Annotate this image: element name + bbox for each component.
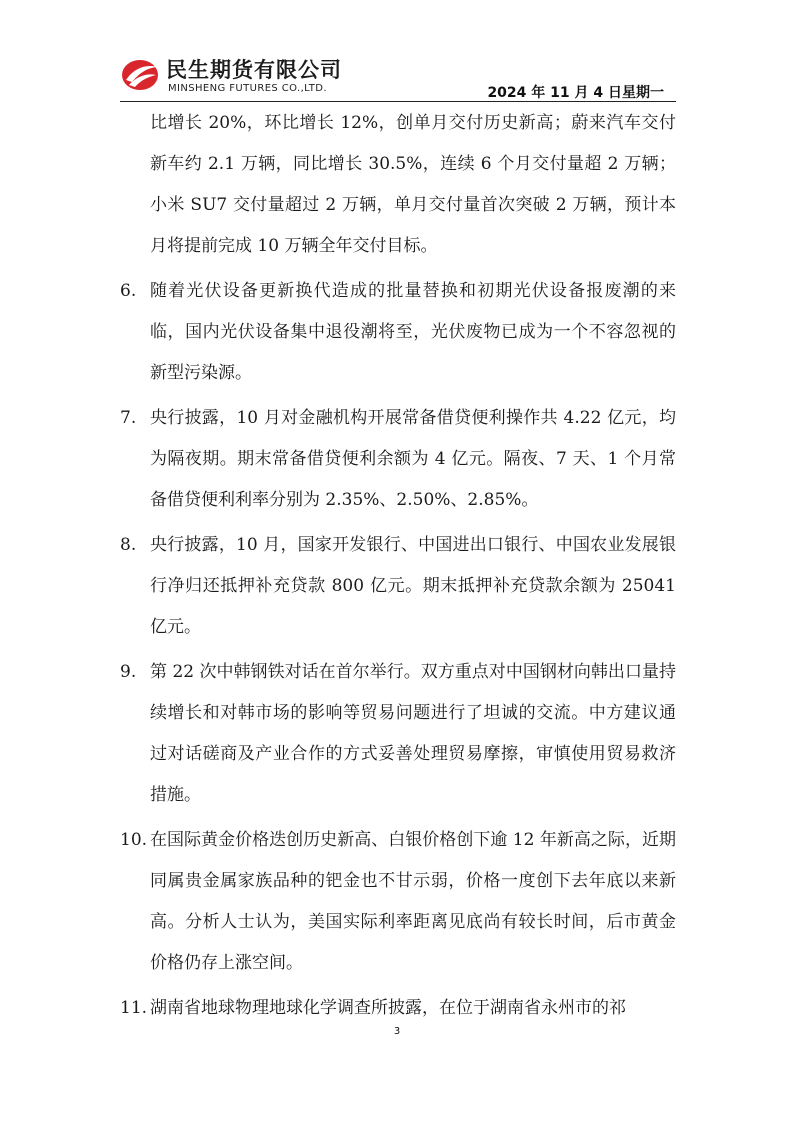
document-body [120,103,676,1033]
list-item-11 [120,988,676,1029]
list-item-text: 央行披露，10 月对金融机构开展常备借贷便利操作共 4.22 亿元，均为隔夜期。期末常备借贷便利余额为 4 亿元。隔夜、7 天、1 个月常备借贷便利利率分别为 2.35%、2.50%、2.85%。 [150,408,676,510]
list-item-text: 央行披露，10 月，国家开发银行、中国进出口银行、中国农业发展银行净归还抵押补充贷款 800 亿元。期末抵押补充贷款余额为 25041 亿元。 [150,535,676,637]
list-number: 6. [120,281,137,301]
list-item-9 [120,652,676,816]
minsheng-logo-icon [120,58,160,92]
company-logo [120,52,360,100]
header-divider [120,101,676,102]
logo-english-name: MINSHENG FUTURES CO.,LTD. [168,83,327,94]
page-header [120,52,676,102]
list-item-text: 第 22 次中韩钢铁对话在首尔举行。双方重点对中国钢材向韩出口量持续增长和对韩市场的影响等贸易问题进行了坦诚的交流。中方建议通过对话磋商及产业合作的方式妥善处理贸易摩擦，审慎使用贸易救济措施。 [150,662,676,805]
list-item-text: 在国际黄金价格迭创历史新高、白银价格创下逾 12 年新高之际，近期同属贵金属家族品种的钯金也不甘示弱，价格一度创下去年底以来新高。分析人士认为，美国实际利率距离见底尚有较长时间，后市黄金价格仍存上涨空间。 [150,830,676,973]
list-item-text: 随着光伏设备更新换代造成的批量替换和初期光伏设备报废潮的来临，国内光伏设备集中退役潮将至，光伏废物已成为一个不容忽视的新型污染源。 [150,281,676,383]
list-number: 8. [120,535,137,555]
report-date: 2024 年 11 月 4 日星期一 [487,85,664,101]
list-item-7 [120,398,676,521]
list-item-6 [120,271,676,394]
continued-paragraph: 比增长 20%，环比增长 12%，创单月交付历史新高；蔚来汽车交付新车约 2.1 万辆，同比增长 30.5%，连续 6 个月交付量超 2 万辆；小米 SU7 交付量超过 2 万辆，单月交付量首次突破 2 万辆，预计本月将提前完成 10 万辆全年交付目标。 [150,113,676,256]
list-item-10 [120,820,676,984]
list-number: 11. [120,998,148,1018]
page-number: 3 [393,1026,401,1037]
list-number: 7. [120,408,137,428]
list-item-8 [120,525,676,648]
list-number: 10. [120,830,148,850]
list-number: 9. [120,662,137,682]
logo-chinese-name: 民生期货有限公司 [166,58,342,82]
list-item-text: 湖南省地球物理地球化学调查所披露，在位于湖南省永州市的祁 [150,998,626,1018]
